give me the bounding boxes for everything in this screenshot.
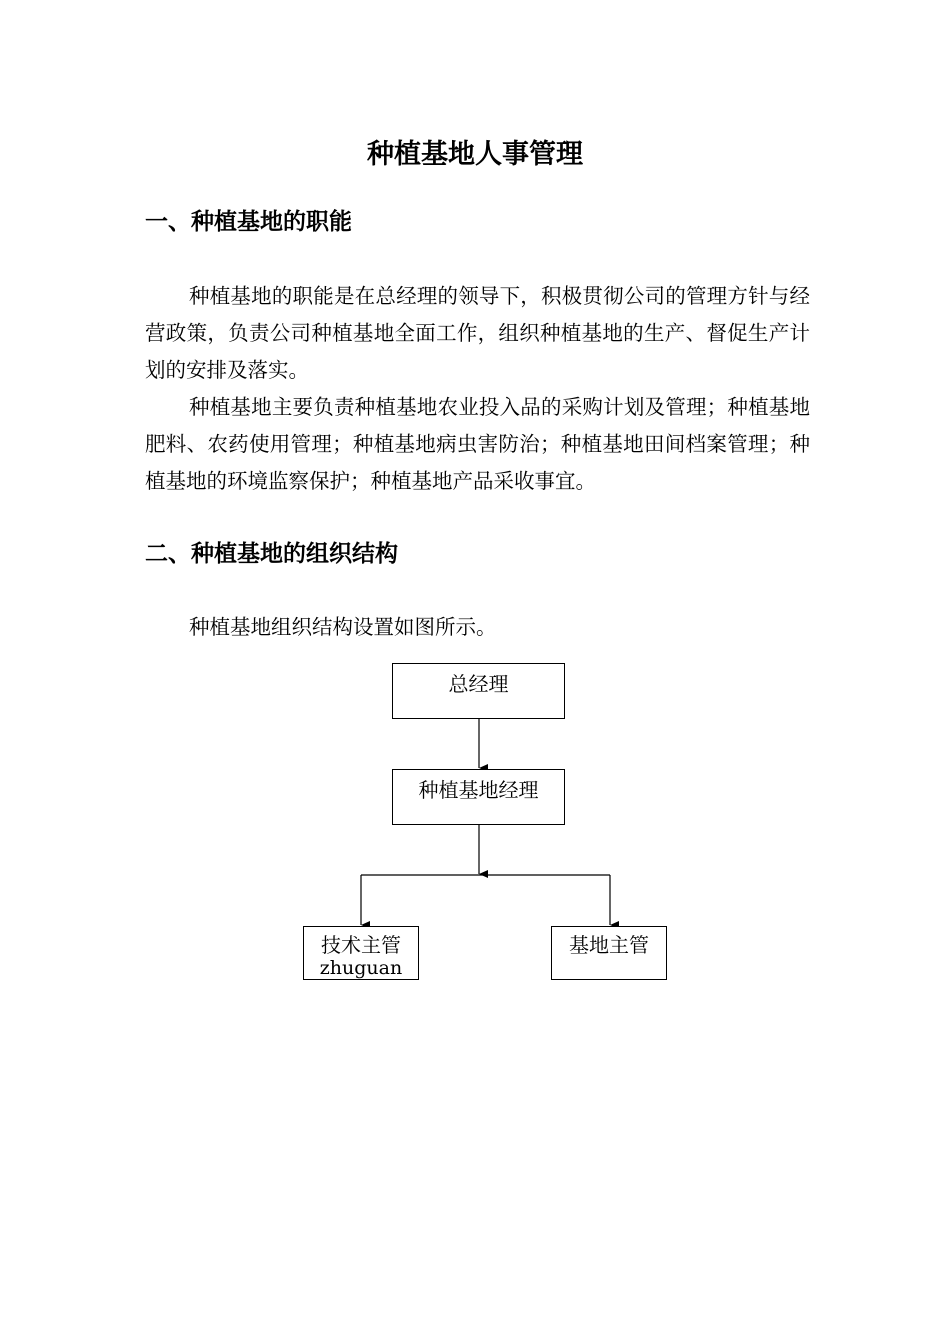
section-heading-structure: 二、种植基地的组织结构 [145, 541, 398, 567]
paragraph-functions-2: 种植基地主要负责种植基地农业投入品的采购计划及管理；种植基地肥料、农药使用管理；种植基地病虫害防治；种植基地田间档案管理；种植基地的环境监察保护；种植基地产品采收事宜。 [145, 395, 810, 493]
paragraph-structure-intro: 种植基地组织结构设置如图所示。 [189, 615, 497, 639]
org-label-base-manager: 种植基地经理 [418, 778, 539, 802]
section-heading-functions: 一、种植基地的职能 [145, 209, 352, 235]
org-box-technical-supervisor [303, 926, 419, 980]
org-label-technical-supervisor-sub: zhuguan [319, 957, 403, 979]
org-box-base-manager [392, 769, 565, 825]
paragraph-functions-1: 种植基地的职能是在总经理的领导下，积极贯彻公司的管理方针与经营政策，负责公司种植基地全面工作，组织种植基地的生产、督促生产计划的安排及落实。 [145, 284, 810, 382]
org-box-general-manager [392, 663, 565, 719]
org-box-base-supervisor [551, 926, 667, 980]
page-title: 种植基地人事管理 [367, 139, 583, 170]
org-label-base-supervisor: 基地主管 [569, 933, 649, 957]
org-label-general-manager: 总经理 [448, 672, 509, 696]
org-label-technical-supervisor: 技术主管 [321, 933, 401, 957]
